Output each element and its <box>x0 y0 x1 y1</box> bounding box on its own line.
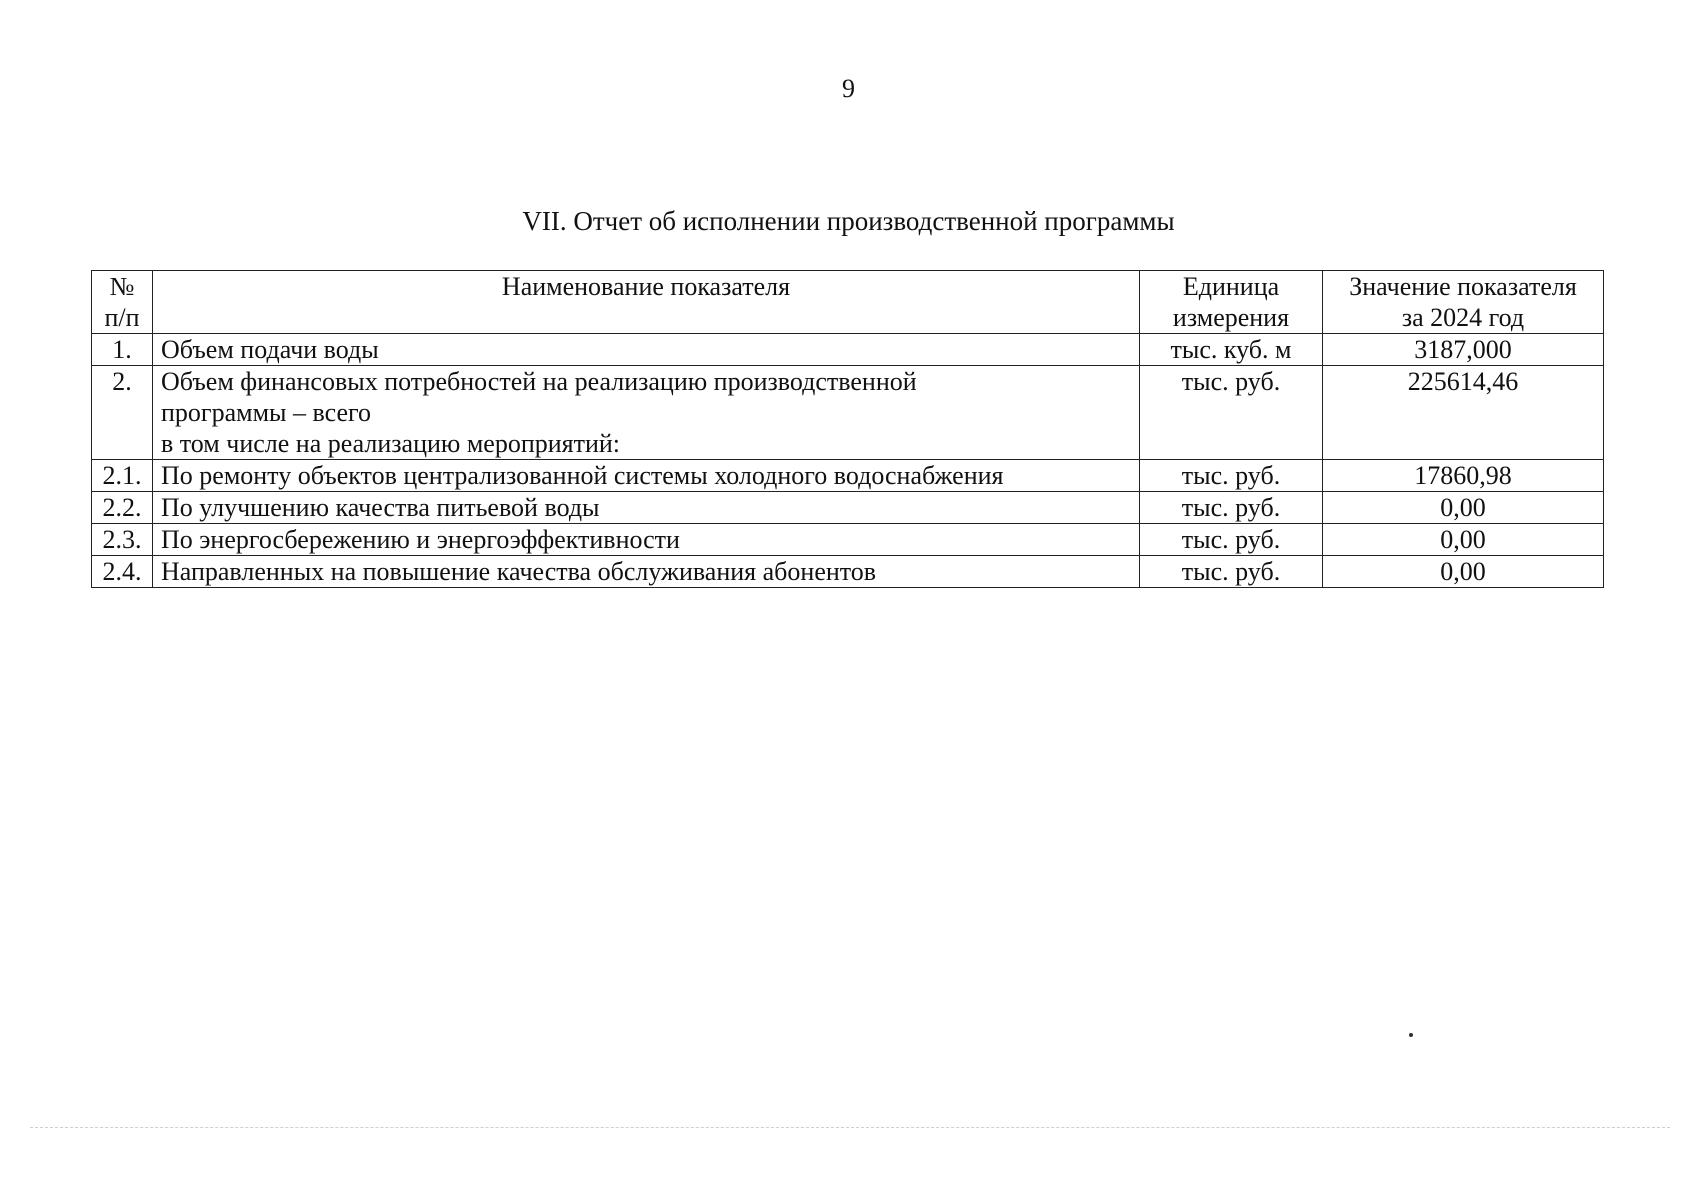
report-table <box>91 270 1604 588</box>
row-name: По энергосбережению и энергоэффективности <box>153 524 1140 556</box>
row-unit: тыс. руб. <box>1140 556 1323 588</box>
table-row <box>92 334 1604 366</box>
header-num-line2: п/п <box>104 303 140 332</box>
row-value: 3187,000 <box>1323 334 1604 366</box>
table-row <box>92 524 1604 556</box>
row-unit: тыс. куб. м <box>1140 334 1323 366</box>
row-num: 2.4. <box>92 556 153 588</box>
table-row <box>92 460 1604 492</box>
row-value: 17860,98 <box>1323 460 1604 492</box>
row-unit: тыс. руб. <box>1140 524 1323 556</box>
row-num: 2. <box>92 366 153 460</box>
row-name: Направленных на повышение качества обслуживания абонентов <box>153 556 1140 588</box>
row-name-line: программы – всего <box>161 398 372 427</box>
row-value: 0,00 <box>1323 556 1604 588</box>
row-value: 225614,46 <box>1323 366 1604 460</box>
row-num: 2.3. <box>92 524 153 556</box>
row-num: 2.1. <box>92 460 153 492</box>
header-num <box>92 271 153 334</box>
page-number: 9 <box>842 74 855 103</box>
scan-speck <box>1409 1033 1413 1037</box>
table-header-row <box>92 271 1604 334</box>
header-unit-line1: Единица <box>1182 272 1280 301</box>
scan-artifact-line <box>30 1127 1670 1128</box>
row-unit: тыс. руб. <box>1140 492 1323 524</box>
row-num: 2.2. <box>92 492 153 524</box>
row-name: По улучшению качества питьевой воды <box>153 492 1140 524</box>
header-name: Наименование показателя <box>153 271 1140 334</box>
row-num: 1. <box>92 334 153 366</box>
row-unit: тыс. руб. <box>1140 366 1323 460</box>
table-row <box>92 366 1604 460</box>
header-num-line1: № <box>109 272 135 301</box>
row-name-line: в том числе на реализацию мероприятий: <box>161 429 621 458</box>
header-unit-line2: измерения <box>1172 303 1290 332</box>
row-value: 0,00 <box>1323 492 1604 524</box>
table-row <box>92 556 1604 588</box>
header-unit <box>1140 271 1323 334</box>
table-row <box>92 492 1604 524</box>
header-value-line2: за 2024 год <box>1401 303 1525 332</box>
row-name: По ремонту объектов централизованной системы холодного водоснабжения <box>153 460 1140 492</box>
row-value: 0,00 <box>1323 524 1604 556</box>
row-name: Объем подачи воды <box>153 334 1140 366</box>
row-unit: тыс. руб. <box>1140 460 1323 492</box>
header-value-line1: Значение показателя <box>1349 272 1577 301</box>
row-name-line: Объем финансовых потребностей на реализацию производственной <box>161 367 917 396</box>
header-value <box>1323 271 1604 334</box>
section-title: VII. Отчет об исполнении производственной программы <box>522 206 1175 236</box>
row-name <box>153 366 1140 460</box>
